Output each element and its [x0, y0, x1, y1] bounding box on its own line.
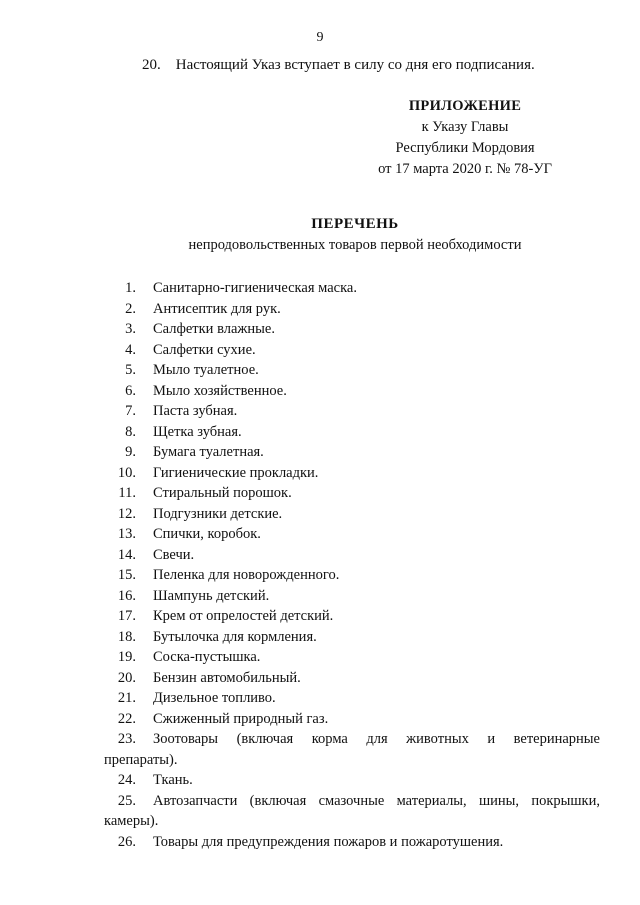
list-item-number: 14. — [117, 546, 136, 563]
list-item-text: Стиральный порошок. — [153, 485, 292, 501]
list-item-26 — [100, 832, 600, 853]
appendix-line-2: Республики Мордовия — [395, 140, 535, 156]
list-item-number: 2. — [125, 300, 136, 317]
list-item-number: 7. — [125, 403, 136, 419]
goods-items — [100, 278, 600, 729]
list-item — [100, 442, 600, 463]
list-item-text: Паста зубная. — [153, 403, 238, 419]
list-item-number: 10. — [117, 464, 136, 481]
clause-20-text: Настоящий Указ вступает в силу со дня его подписания. — [175, 57, 535, 73]
list-item-text: Гигиенические прокладки. — [153, 464, 319, 481]
list-item — [100, 545, 600, 566]
list-item-number: 15. — [117, 567, 136, 583]
list-item-text: Мыло хозяйственное. — [153, 382, 287, 399]
list-item — [100, 688, 600, 709]
list-item-number: 16. — [117, 587, 136, 604]
list-item-number: 12. — [117, 505, 136, 522]
list-item-text: Бензин автомобильный. — [153, 669, 301, 686]
list-item — [100, 401, 600, 422]
list-item — [100, 627, 600, 648]
list-item — [100, 483, 600, 504]
list-item-text: Крем от опрелостей детский. — [153, 608, 334, 624]
list-item-number: 3. — [125, 321, 136, 337]
list-item-number: 5. — [125, 362, 136, 378]
list-item — [100, 504, 600, 525]
list-item-number: 17. — [117, 608, 136, 624]
list-item-text: Салфетки влажные. — [153, 321, 275, 337]
list-item-text-line-2: камеры). — [104, 813, 159, 829]
appendix-line-1: к Указу Главы — [421, 119, 509, 135]
list-item-number: 21. — [117, 690, 136, 706]
list-item-text: Бумага туалетная. — [153, 444, 264, 460]
list-title-block — [0, 216, 640, 254]
list-subtitle: непродовольственных товаров первой необходимости — [188, 237, 522, 253]
clause-20 — [142, 57, 535, 74]
list-item-text: Соска-пустышка. — [153, 649, 261, 665]
list-item — [100, 606, 600, 627]
list-item-number: 19. — [117, 649, 136, 665]
list-item-number: 9. — [125, 444, 136, 460]
list-item-number: 8. — [125, 423, 136, 440]
list-item — [100, 668, 600, 689]
list-item-text: Шампунь детский. — [153, 587, 270, 604]
list-item-number: 20. — [117, 669, 136, 686]
appendix-heading: ПРИЛОЖЕНИЕ — [408, 98, 522, 114]
list-item-text: Спички, коробок. — [153, 526, 261, 542]
list-title: ПЕРЕЧЕНЬ — [311, 216, 399, 232]
list-item-number: 23. — [117, 731, 136, 747]
list-item-text: Свечи. — [153, 546, 195, 563]
list-item-number: 18. — [117, 628, 136, 645]
list-item — [100, 586, 600, 607]
list-item-25 — [100, 791, 600, 832]
list-item-text: Товары для предупреждения пожаров и пожаротушения. — [153, 833, 504, 850]
list-item-text: Мыло туалетное. — [153, 362, 259, 378]
list-item-number: 25. — [117, 792, 136, 809]
appendix-block — [378, 96, 552, 180]
list-item — [100, 319, 600, 340]
list-item-number: 13. — [117, 526, 136, 542]
list-item — [100, 709, 600, 730]
list-item-24 — [100, 770, 600, 791]
goods-list — [100, 278, 600, 852]
list-item-text: Сжиженный природный газ. — [153, 710, 329, 727]
list-item-text: Подгузники детские. — [153, 505, 283, 522]
list-item-text: Щетка зубная. — [153, 423, 242, 440]
list-item-text: Салфетки сухие. — [153, 341, 256, 358]
list-item-number: 6. — [125, 382, 136, 399]
list-item — [100, 524, 600, 545]
list-item-text: Ткань. — [153, 772, 193, 788]
list-item-text-line-2: препараты). — [104, 751, 178, 768]
list-item-number: 11. — [118, 485, 136, 501]
list-item-text-line-1: Зоотовары (включая корма для животных и ветеринарные — [153, 731, 600, 747]
list-item — [100, 463, 600, 484]
list-item-number: 22. — [117, 710, 136, 727]
list-item — [100, 299, 600, 320]
list-item — [100, 565, 600, 586]
list-item — [100, 422, 600, 443]
appendix-line-3: от 17 марта 2020 г. № 78-УГ — [378, 161, 552, 177]
list-item — [100, 360, 600, 381]
list-item — [100, 381, 600, 402]
list-item-number: 26. — [117, 833, 136, 850]
list-item-number: 4. — [125, 341, 136, 358]
list-item-text: Санитарно-гигиеническая маска. — [153, 280, 357, 296]
list-item-text: Антисептик для рук. — [153, 300, 281, 317]
list-item-number: 24. — [117, 772, 136, 788]
list-item-text: Дизельное топливо. — [153, 690, 276, 706]
list-item — [100, 340, 600, 361]
page-number: 9 — [316, 30, 324, 45]
list-item — [100, 647, 600, 668]
list-item-text: Бутылочка для кормления. — [153, 628, 317, 645]
list-item-text: Пеленка для новорожденного. — [153, 567, 340, 583]
list-item-number: 1. — [125, 280, 136, 296]
list-item — [100, 278, 600, 299]
list-item-23 — [100, 729, 600, 770]
list-item-text-line-1: Автозапчасти (включая смазочные материалы, шины, покрышки, — [153, 792, 600, 809]
clause-20-number: 20. — [142, 57, 161, 73]
